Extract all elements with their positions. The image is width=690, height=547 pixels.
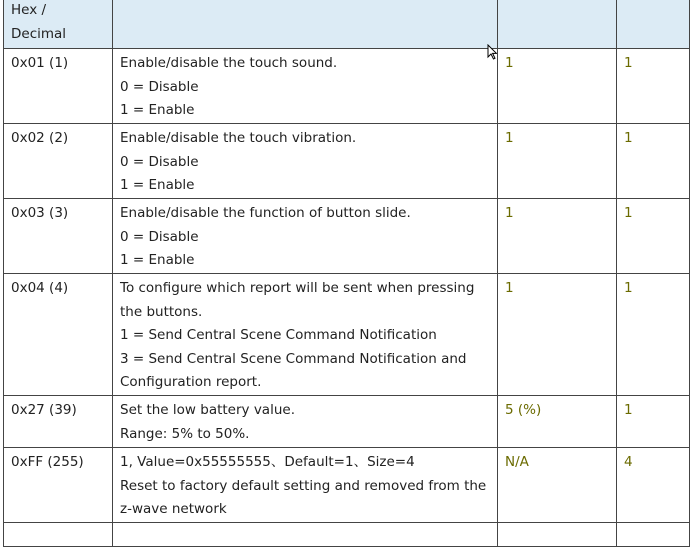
description-line: 1 = Enable: [120, 177, 195, 193]
default-value-cell: 1: [498, 124, 617, 199]
description-line: 1 = Enable: [120, 252, 195, 268]
description-cell: [113, 49, 498, 124]
description-line: 0 = Disable: [120, 228, 199, 245]
header-param-cell: [4, 0, 113, 49]
description-line: Configuration report.: [120, 374, 262, 390]
header-param-line-2: Decimal: [11, 25, 67, 42]
default-value-cell: 1: [498, 199, 617, 274]
description-line: Enable/disable the touch sound.: [120, 55, 338, 71]
empty-cell: [4, 522, 113, 546]
description-line: Enable/disable the function of button slide.: [120, 205, 411, 221]
description-line: Set the low battery value.: [120, 402, 295, 418]
param-cell: 0x03 (3): [4, 199, 113, 274]
table-row: [4, 124, 690, 199]
description-cell: [113, 448, 498, 523]
description-line: 1, Value=0x55555555、Default=1、Size=4: [120, 454, 415, 470]
table-row: [4, 448, 690, 523]
table-header-row: [4, 0, 690, 49]
param-cell: 0x01 (1): [4, 49, 113, 124]
size-cell: 1: [617, 49, 690, 124]
header-size-cell: [617, 0, 690, 49]
header-default-cell: [498, 0, 617, 49]
default-value-cell: N/A: [498, 448, 617, 523]
default-value-cell: 1: [498, 274, 617, 396]
description-cell: [113, 124, 498, 199]
description-line: 1 = Send Central Scene Command Notification: [120, 327, 437, 343]
description-line: 0 = Disable: [120, 78, 199, 95]
description-line: Range: 5% to 50%.: [120, 425, 250, 442]
size-cell: 1: [617, 396, 690, 448]
table-row-cut-off: [4, 522, 690, 546]
size-cell: 1: [617, 124, 690, 199]
description-line: Reset to factory default setting and removed from the: [120, 477, 487, 494]
description-cell: [113, 274, 498, 396]
description-line: Enable/disable the touch vibration.: [120, 130, 357, 146]
param-cell: 0x02 (2): [4, 124, 113, 199]
description-line: 0 = Disable: [120, 153, 199, 170]
description-cell: [113, 199, 498, 274]
size-cell: 1: [617, 199, 690, 274]
size-cell: 1: [617, 274, 690, 396]
param-cell: 0x04 (4): [4, 274, 113, 396]
description-cell: [113, 396, 498, 448]
description-line: 3 = Send Central Scene Command Notification and: [120, 350, 467, 367]
table-row: [4, 49, 690, 124]
description-line: the buttons.: [120, 303, 203, 320]
description-line: z-wave network: [120, 501, 227, 517]
empty-cell: [498, 522, 617, 546]
empty-cell: [617, 522, 690, 546]
param-cell: 0xFF (255): [4, 448, 113, 523]
header-description-cell: [113, 0, 498, 49]
size-cell: 4: [617, 448, 690, 523]
empty-cell: [113, 522, 498, 546]
default-value-cell: 5 (%): [498, 396, 617, 448]
header-param-line-1: Hex /: [11, 2, 47, 18]
default-value-cell: 1: [498, 49, 617, 124]
param-cell: 0x27 (39): [4, 396, 113, 448]
table-row: [4, 396, 690, 448]
description-line: To configure which report will be sent when pressing: [120, 280, 475, 296]
mouse-cursor-icon: [487, 44, 497, 60]
configuration-parameters-table: [3, 0, 690, 547]
description-line: 1 = Enable: [120, 102, 195, 118]
table-row: [4, 199, 690, 274]
table-row: [4, 274, 690, 396]
